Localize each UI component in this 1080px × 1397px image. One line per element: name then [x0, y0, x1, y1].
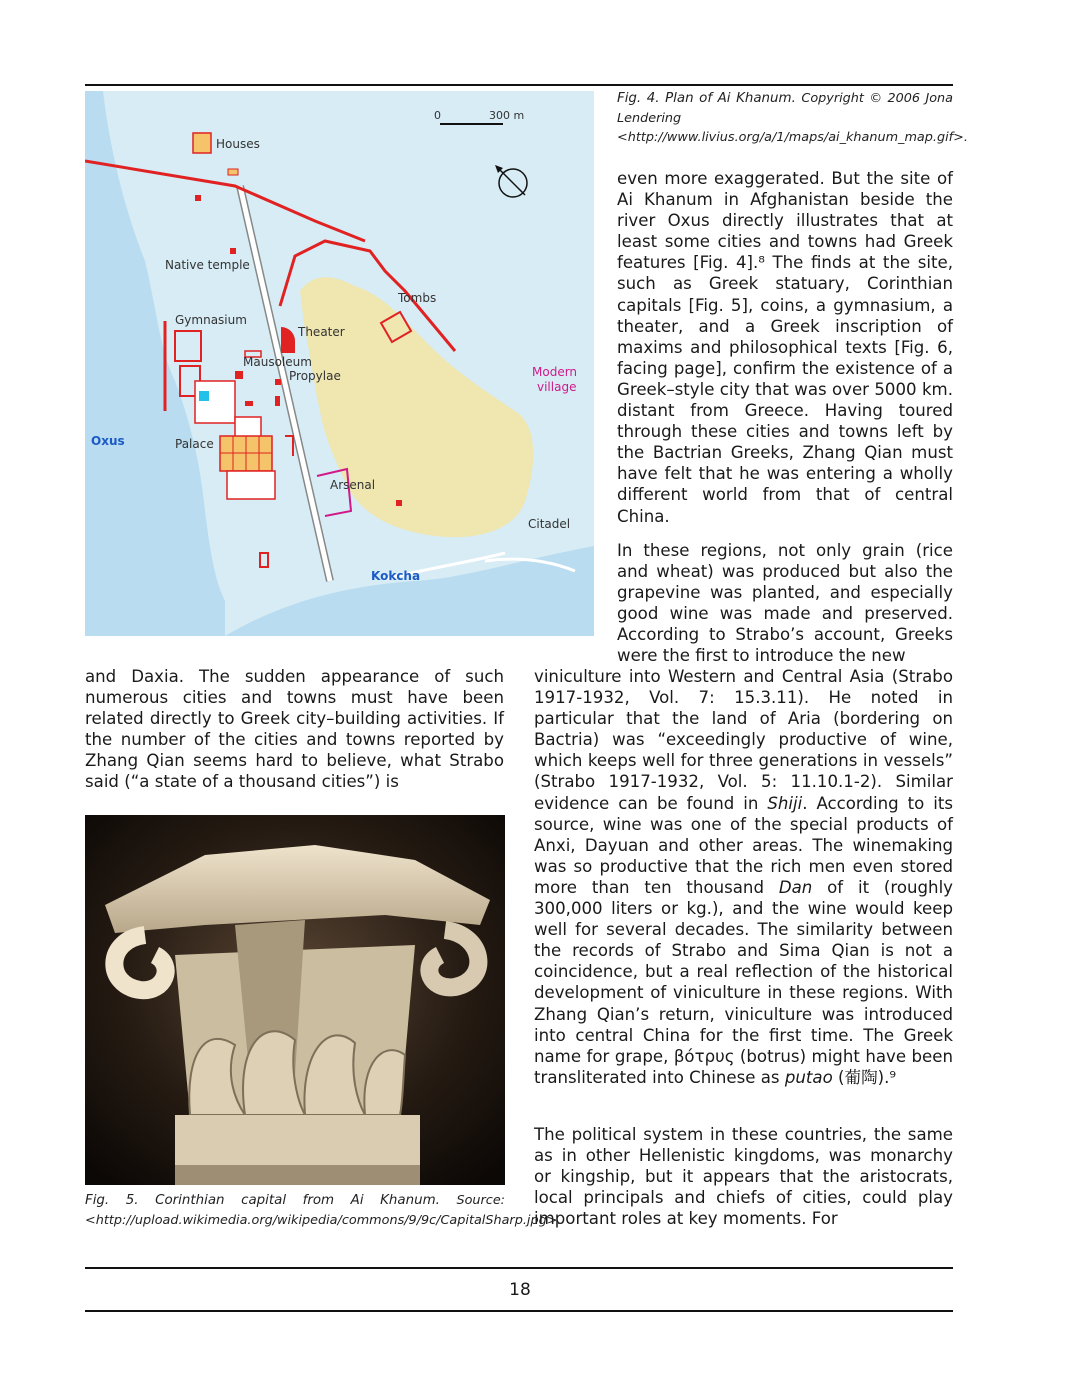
fig4-caption	[617, 89, 968, 148]
scale-end-label: 300 m	[489, 109, 525, 122]
shiji-term: Shiji	[767, 793, 803, 813]
fig4-caption-source: Copyright © 2006 Jona Lendering <http://www.livius.org/a/1/maps/ai_khanum_map.gif>.	[617, 91, 968, 145]
palace-court	[195, 381, 235, 423]
kokcha-label: Kokcha	[371, 569, 421, 583]
modern-label: Modern	[532, 365, 578, 379]
houses-label: Houses	[216, 137, 260, 151]
ai-khanum-map	[85, 91, 594, 636]
right-paragraph-2-top: In these regions, not only grain (rice and wheat) was produced but also the grapevine was planted, and especially good wine was made and preserved. According to Strabo’s account, Greeks were the first to introduce the new	[617, 541, 953, 666]
gymnasium-label: Gymnasium	[175, 313, 247, 327]
right-paragraph-3: The political system in these countries, the same as in other Hellenistic kingdoms, was monarchy or kingship, but it appears that the aristocrats, local principals and chiefs of cities, could play important roles at key moments. For	[534, 1125, 953, 1229]
mausoleum-label: Mausoleum	[243, 355, 312, 369]
fig5-caption-source: Source: <http://upload.wikimedia.org/wikipedia/commons/9/9c/CapitalSharp.jpg>.	[85, 1193, 562, 1228]
theater-label: Theater	[298, 325, 345, 339]
village-label: village	[537, 380, 577, 394]
top-rule	[85, 84, 953, 86]
bottom-rule-2	[85, 1310, 953, 1312]
citadel-label: Citadel	[528, 517, 571, 531]
right-paragraph-2-continued: viniculture into Western and Central Asia (Strabo 1917-1932, Vol. 7: 15.3.11). He noted in particular that the land of Aria (bordering on Bactria) was “exceedingly productive of wine, which keeps well for three generations in vessels” (Strabo 1917-1932, Vol. 5: 11.10.1-2). Similar evidence can be found in Shiji. According to its source, wine was one of the special products of Anxi, Dayuan and other areas. The winemaking was so productive that the rich men even stored more than ten thousand Dan of it (roughly 300,000 liters or kg.), and the wine would keep well for several decades. The similarity between the records of Strabo and Sima Qian is not a coincidence, but a real reflection of the historical development of viniculture in these regions. With Zhang Qian’s return, viniculture was introduced into central China for the first time. The Greek name for grape, βότρυς (botrus) might have been transliterated into Chinese as putao (葡陶).⁹	[534, 667, 953, 1087]
right-paragraph-1: even more exaggerated. But the site of Ai Khanum in Afghanistan beside the river Oxus directly illustrates that at least some cities and towns had Greek features [Fig. 4].⁸ The finds at the site, such as Greek statuary, Corinthian capitals [Fig. 5], coins, a gymnasium, a theater, and a Greek inscription of maxims and philosophical texts [Fig. 6, facing page], confirm the existence of a Greek–style city that was over 5000 km. distant from Greece. Having toured through these cities and towns left by the Bactrian Greeks, Zhang Qian must have felt that he was entering a wholly different world from that of central China.	[617, 169, 953, 526]
native-temple-label: Native temple	[165, 258, 250, 272]
putao-term: putao	[784, 1067, 833, 1087]
corinthian-capital-photo	[85, 815, 505, 1185]
scale-zero-label: 0	[434, 109, 441, 122]
oxus-label: Oxus	[91, 434, 125, 448]
houses-block	[193, 133, 211, 153]
fig5-caption	[85, 1191, 562, 1230]
dan-term: Dan	[778, 877, 813, 897]
tombs-label: Tombs	[398, 291, 437, 305]
bottom-rule-1	[85, 1267, 953, 1269]
left-paragraph-1: and Daxia. The sudden appearance of such numerous cities and towns must have been related directly to Greek city–building activities. If the number of the cities and towns reported by Zhang Qian seems hard to believe, what Strabo said (“a state of a thousand cities”) is	[85, 667, 504, 792]
fig5-caption-title: Fig. 5. Corinthian capital from Ai Khanum.	[85, 1193, 440, 1208]
fig4-caption-title: Fig. 4. Plan of Ai Khanum.	[617, 91, 796, 106]
page-number: 18	[509, 1280, 531, 1300]
propylae-label: Propylae	[289, 369, 341, 383]
palace-label: Palace	[175, 437, 214, 451]
arsenal-label: Arsenal	[330, 478, 376, 492]
